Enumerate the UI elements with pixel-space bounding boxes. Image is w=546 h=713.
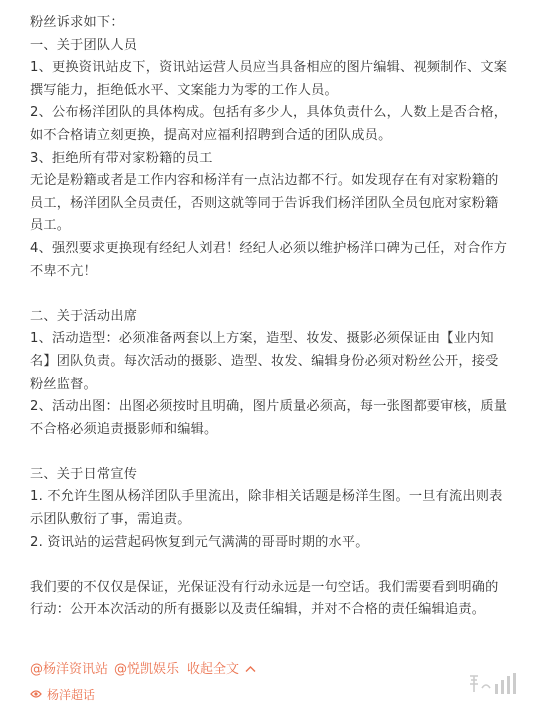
post-line: 3、拒绝所有带对家粉籍的员工 bbox=[30, 150, 213, 166]
post-line: 我们要的不仅仅是保证，光保证没有行动永远是一句空话。我们需要看到明确的 bbox=[30, 579, 499, 595]
post-line: 无论是粉籍或者是工作内容和杨洋有一点沾边都不行。如发现存在有对家粉籍的 bbox=[30, 173, 499, 189]
collapse-full-text-link[interactable]: 收起全文 bbox=[187, 662, 240, 677]
post-line: 员工。 bbox=[30, 218, 71, 234]
post-line: 不合格必须追责摄影师和编辑。 bbox=[30, 421, 218, 437]
post-body bbox=[30, 12, 528, 622]
section-heading: 三、关于日常宣传 bbox=[30, 466, 138, 482]
post-line: 撰写能力，拒绝低水平、文案能力为零的工作人员。 bbox=[30, 82, 338, 98]
post-line: 行动：公开本次活动的所有摄影以及责任编辑，并对不合格的责任编辑追责。 bbox=[30, 602, 486, 618]
post-line: 粉丝监督。 bbox=[30, 376, 97, 392]
blank-line bbox=[30, 554, 528, 577]
super-topic-icon bbox=[30, 689, 42, 701]
post-line: 员工，杨洋团队全员责任，否则这就等同于告诉我们杨洋团队全员包庇对家粉籍 bbox=[30, 195, 499, 211]
super-topic-link[interactable] bbox=[30, 686, 528, 703]
post-line: 4、强烈要求更换现有经纪人刘君！经纪人必须以维护杨洋口碑为己任，对合作方 bbox=[30, 240, 508, 256]
post-line: 2、公布杨洋团队的具体构成。包括有多少人，具体负责什么，人数上是否合格， bbox=[30, 105, 508, 121]
section-heading: 一、关于团队人员 bbox=[30, 37, 138, 53]
mention-link-yuekai[interactable]: @悦凯娱乐 bbox=[114, 662, 180, 677]
blank-line bbox=[30, 283, 528, 306]
post-line: 名】团队负责。每次活动的摄影、造型、妆发、编辑身份必须对粉丝公开，接受 bbox=[30, 353, 499, 369]
post-line: 2、活动出图：出图必须按时且明确，图片质量必须高，每一张图都要审核，质量 bbox=[30, 399, 508, 415]
post-line: 2. 资讯站的运营起码恢复到元气满满的哥哥时期的水平。 bbox=[30, 534, 369, 550]
post-footer bbox=[30, 660, 528, 703]
mention-link-yangyang-news[interactable]: @杨洋资讯站 bbox=[30, 662, 109, 677]
post-line: 不卑不亢！ bbox=[30, 263, 97, 279]
watermark-logo-icon bbox=[468, 672, 524, 698]
super-topic-label: 杨洋超话 bbox=[47, 688, 96, 702]
post-line: 示团队敷衍了事，需追责。 bbox=[30, 512, 191, 528]
post-line: 1、活动造型：必须准备两套以上方案，造型、妆发、摄影必须保证由【业内知 bbox=[30, 331, 494, 347]
blank-line bbox=[30, 441, 528, 464]
chevron-up-icon[interactable] bbox=[245, 660, 256, 680]
post-line: 1、更换资讯站皮下，资讯站运营人员应当具备相应的图片编辑、视频制作、文案 bbox=[30, 60, 508, 76]
post-line: 如不合格请立刻更换，提高对应福利招聘到合适的团队成员。 bbox=[30, 127, 392, 143]
post-line: 粉丝诉求如下： bbox=[30, 15, 124, 30]
post-line: 1. 不允许生图从杨洋团队手里流出，除非相关话题是杨洋生图。一旦有流出则表 bbox=[30, 489, 503, 505]
footer-links bbox=[30, 660, 528, 680]
section-heading: 二、关于活动出席 bbox=[30, 308, 138, 324]
